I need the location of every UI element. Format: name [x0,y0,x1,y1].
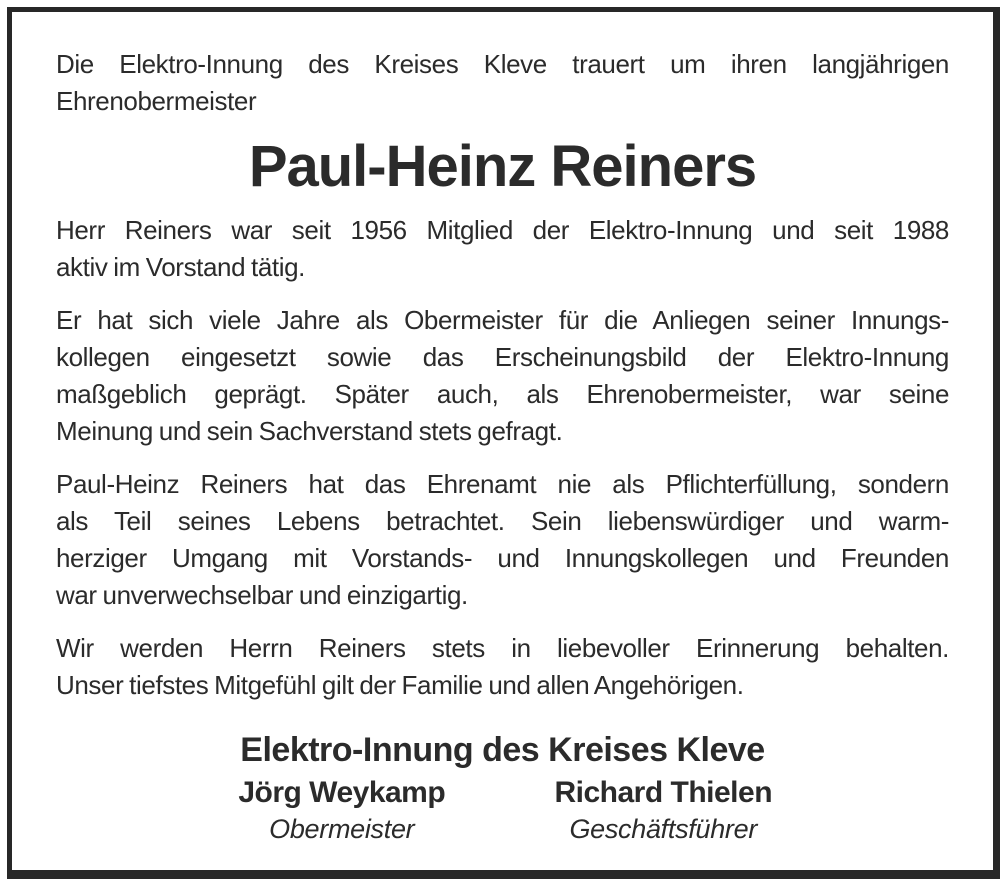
text-line: Meinung und sein Sachverstand stets gefragt. [56,416,563,446]
signer-title: Geschäftsführer [569,814,758,844]
intro-text [56,46,949,120]
text-line: war unverwechselbar und einzigartig. [56,580,468,610]
deceased-name-headline: Paul-Heinz Reiners [248,134,757,199]
signer-name: Richard Thielen [554,776,773,809]
text-line: kollegen eingesetzt sowie das Erscheinungsbild der Elektro-Innung [56,342,949,372]
text-line: Herr Reiners war seit 1956 Mitglied der Elektro-Innung und seit 1988 [56,215,949,245]
signer-title: Obermeister [269,814,415,844]
text-line: Unser tiefstes Mitgefühl gilt der Familie und allen Angehörigen. [56,670,744,700]
text-line: Ehrenobermeister [56,86,257,116]
text-line: maßgeblich geprägt. Später auch, als Ehrenobermeister, war seine [56,379,949,409]
signature-block [56,729,949,846]
organization-name: Elektro-Innung des Kreises Kleve [240,731,765,769]
signers-row [181,774,824,846]
paragraph [56,302,949,450]
body-paragraphs [56,212,949,704]
text-line: Er hat sich viele Jahre als Obermeister für die Anliegen seiner Innungs- [56,305,949,335]
text-line: aktiv im Vorstand tätig. [56,252,305,282]
paragraph [56,212,949,286]
text-line: als Teil seines Lebens betrachtet. Sein liebenswürdiger und warm- [56,506,949,536]
text-line: Wir werden Herrn Reiners stets in liebevoller Erinnerung behalten. [56,633,949,663]
text-line: Die Elektro-Innung des Kreises Kleve trauert um ihren langjährigen [56,49,949,79]
signer [181,774,502,846]
paragraph [56,466,949,614]
signer [503,774,824,846]
paragraph [56,630,949,704]
text-line: Paul-Heinz Reiners hat das Ehrenamt nie als Pflichterfüllung, sondern [56,469,949,499]
signer-name: Jörg Weykamp [238,776,446,809]
notice-border-frame [7,7,1000,879]
text-line: herziger Umgang mit Vorstands- und Innungskollegen und Freunden [56,543,949,573]
